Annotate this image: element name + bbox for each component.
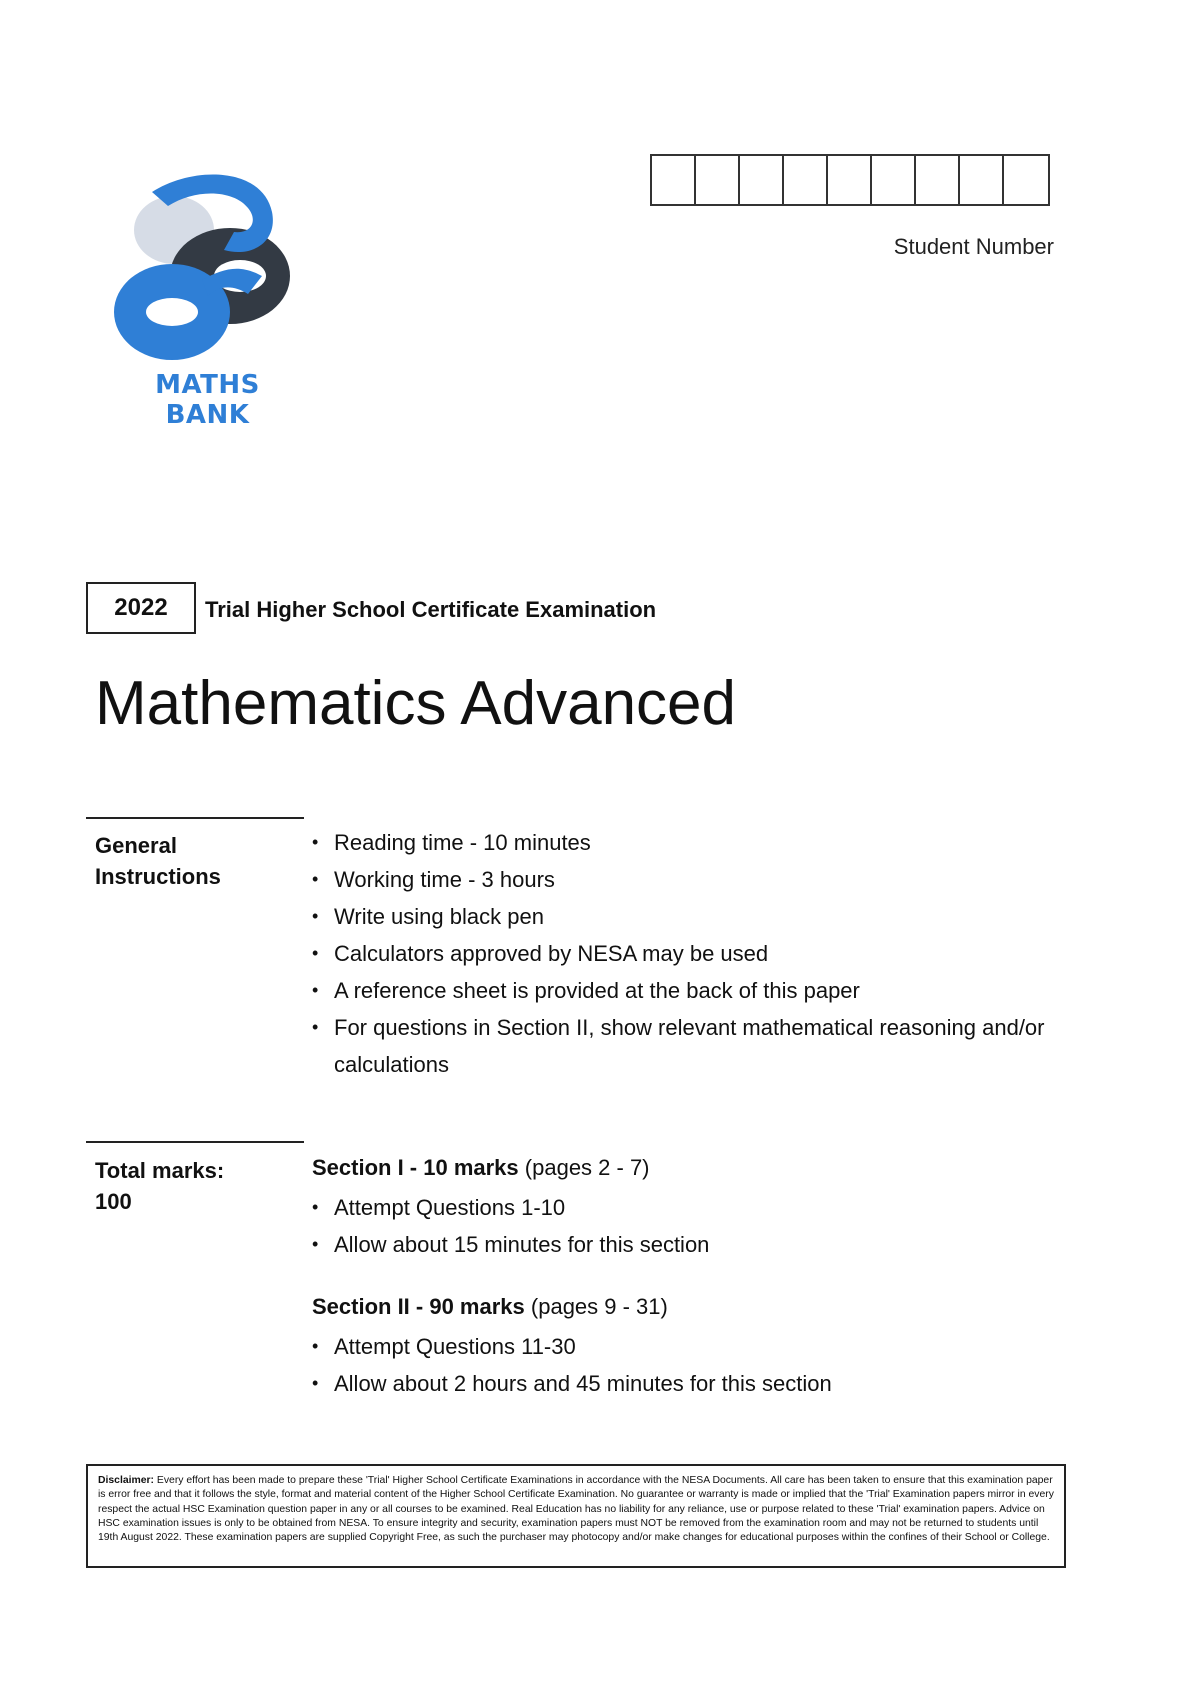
- total-marks-label: Total marks:: [95, 1158, 225, 1183]
- student-number-boxes[interactable]: [650, 154, 1050, 206]
- student-number-cell[interactable]: [916, 156, 960, 204]
- list-item: • Reading time - 10 minutes: [310, 824, 1080, 861]
- exam-year: 2022: [86, 582, 196, 634]
- list-item: • A reference sheet is provided at the back of this paper: [310, 972, 1080, 1009]
- student-number-cell[interactable]: [784, 156, 828, 204]
- student-number-cell[interactable]: [828, 156, 872, 204]
- list-item: • Attempt Questions 1-10: [310, 1189, 709, 1226]
- logo-mark-icon: [112, 172, 302, 372]
- section-2-list: [310, 1328, 832, 1402]
- marks-rule: [86, 1141, 304, 1143]
- general-instructions-list: [310, 824, 1080, 1083]
- student-number-cell[interactable]: [696, 156, 740, 204]
- section-1-title: Section I - 10 marks: [312, 1155, 519, 1180]
- list-item: • Write using black pen: [310, 898, 1080, 935]
- maths-bank-logo: [112, 172, 302, 430]
- section-1-heading: [312, 1155, 650, 1181]
- disclaimer-box: [86, 1464, 1066, 1568]
- student-number-cell[interactable]: [652, 156, 696, 204]
- logo-wordmark: MATHS BANK: [155, 370, 260, 430]
- list-item: • Working time - 3 hours: [310, 861, 1080, 898]
- section-1-list: [310, 1189, 709, 1263]
- student-number-cell[interactable]: [872, 156, 916, 204]
- list-item: • Attempt Questions 11-30: [310, 1328, 832, 1365]
- disclaimer-text: Every effort has been made to prepare these 'Trial' Higher School Certificate Examinations in accordance with the NESA Documents. All care has been taken to ensure that this examination paper is error free and that it follows the style, format and material content of the Higher School Certificate Examination. No guarantee or warranty is made or implied that the 'Trial' Examination papers mirror in every respect the actual HSC Examination question paper in any or all courses to be examined. Real Education has no liability for any reliance, use or purpose related to these 'Trial' examination papers. Advice on HSC examination issues is only to be obtained from NESA. To ensure integrity and security, examination papers must NOT be removed from the examination room and may not be returned to students until 19th August 2022. These examination papers are supplied Copyright Free, as such the purchaser may photocopy and/or make changes for educational purposes within the confines of their School or College.: [98, 1475, 1054, 1544]
- section-2-title: Section II - 90 marks: [312, 1294, 525, 1319]
- list-item: • Calculators approved by NESA may be used: [310, 935, 1080, 972]
- list-item: • For questions in Section II, show relevant mathematical reasoning and/or calculations: [310, 1009, 1080, 1083]
- section-1-pages: (pages 2 - 7): [524, 1155, 650, 1180]
- disclaimer-label: Disclaimer:: [98, 1475, 155, 1486]
- student-number-cell[interactable]: [960, 156, 1004, 204]
- list-item: • Allow about 2 hours and 45 minutes for this section: [310, 1365, 832, 1402]
- student-number-cell[interactable]: [1004, 156, 1048, 204]
- subject-title: Mathematics Advanced: [95, 669, 737, 738]
- section-2-pages: (pages 9 - 31): [530, 1294, 668, 1319]
- student-number-cell[interactable]: [740, 156, 784, 204]
- section-2-heading: [312, 1294, 668, 1320]
- exam-title: Trial Higher School Certificate Examination: [205, 597, 657, 622]
- list-item: • Allow about 15 minutes for this section: [310, 1226, 709, 1263]
- student-number-label: Student Number: [893, 234, 1054, 259]
- total-marks-value: 100: [95, 1189, 132, 1214]
- general-instructions-label: General Instructions: [95, 833, 221, 889]
- instructions-rule: [86, 817, 304, 819]
